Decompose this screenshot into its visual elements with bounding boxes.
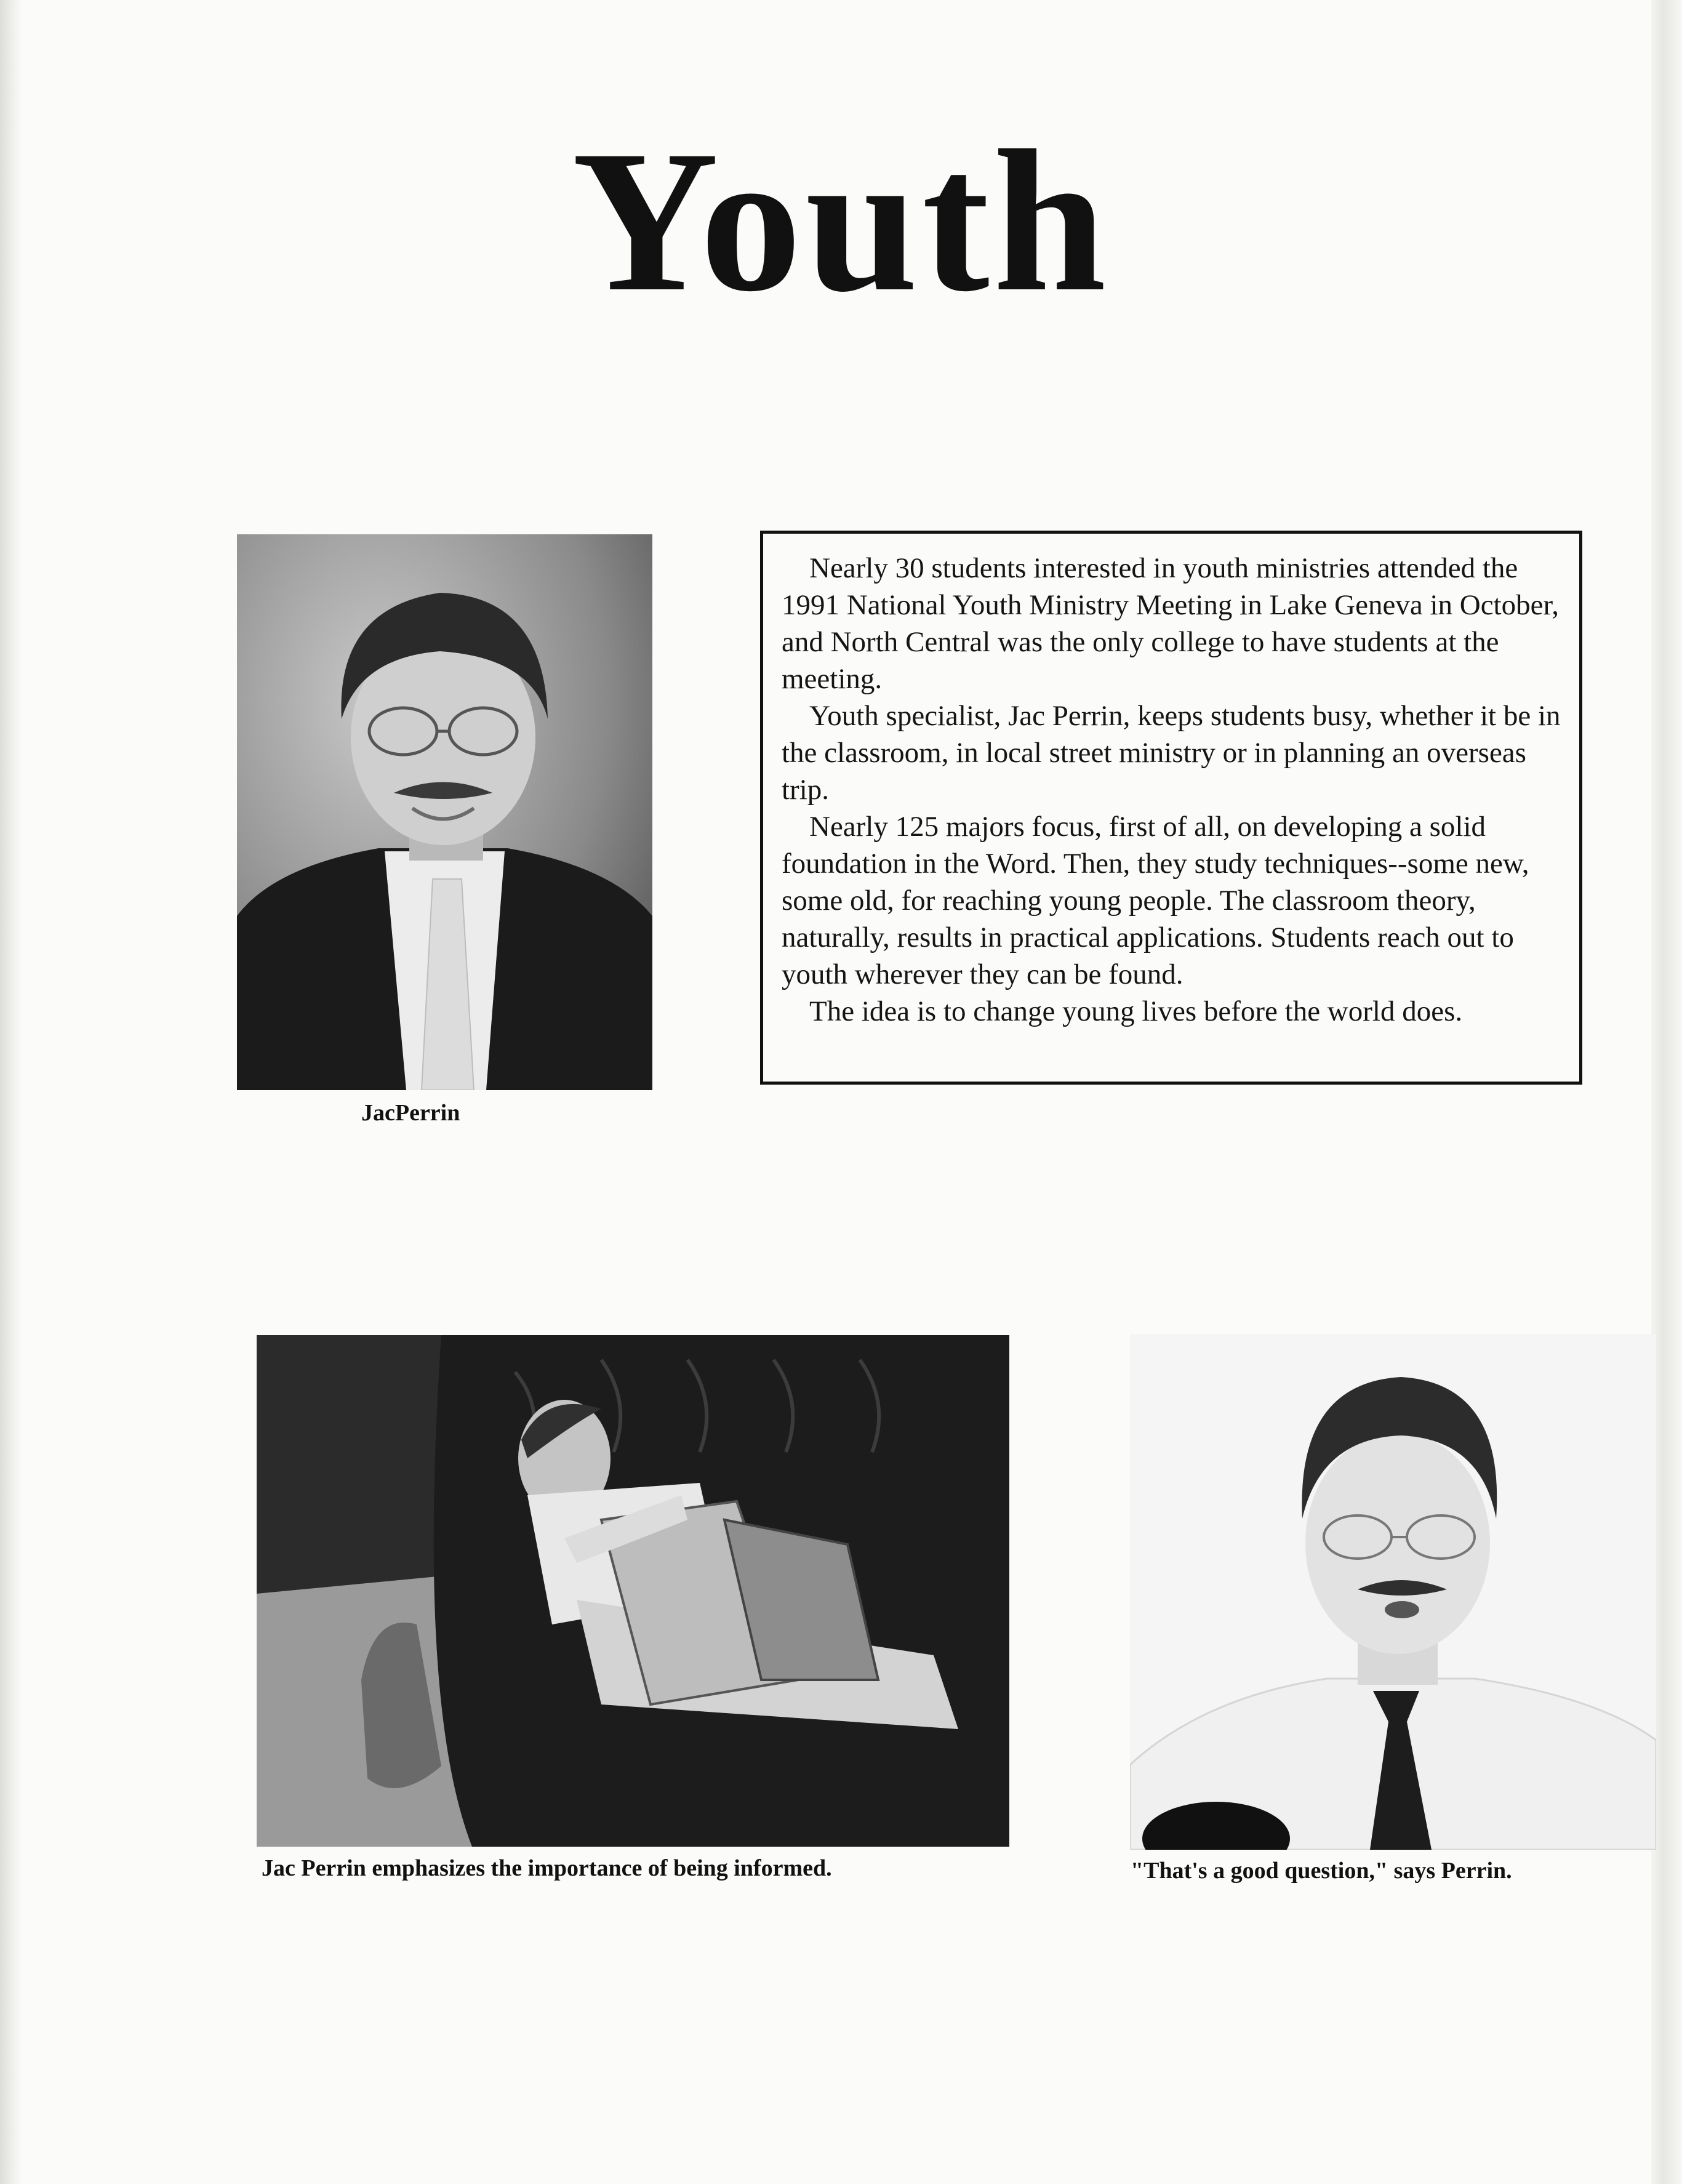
- sleeping-caption: Jac Perrin emphasizes the importance of being informed.: [262, 1855, 832, 1881]
- article-paragraph-3: Nearly 125 majors focus, first of all, on developing a solid foundation in the Word. Then, they study techniques--some new, some old, for reaching young people. The classroom theory, naturally, results in practical applications. Students reach out to youth wherever they can be found.: [782, 811, 1529, 990]
- speaking-caption: "That's a good question," says Perrin.: [1131, 1858, 1512, 1884]
- speaking-photo: [1130, 1334, 1656, 1850]
- article-paragraph-2: Youth specialist, Jac Perrin, keeps students busy, whether it be in the classroom, in local street ministry or in planning an overseas trip.: [782, 700, 1561, 806]
- article-paragraph-4: The idea is to change young lives before the world does.: [809, 995, 1463, 1027]
- page-title: Youth: [572, 109, 1110, 334]
- article-paragraph-1: Nearly 30 students interested in youth ministries attended the 1991 National Youth Ministry Meeting in Lake Geneva in October, and North Central was the only college to have students at the meeting.: [782, 552, 1559, 695]
- portrait-caption: JacPerrin: [361, 1100, 460, 1126]
- article-box: [760, 531, 1582, 1085]
- portrait-photo: [237, 534, 652, 1090]
- sleeping-photo: [257, 1335, 1009, 1847]
